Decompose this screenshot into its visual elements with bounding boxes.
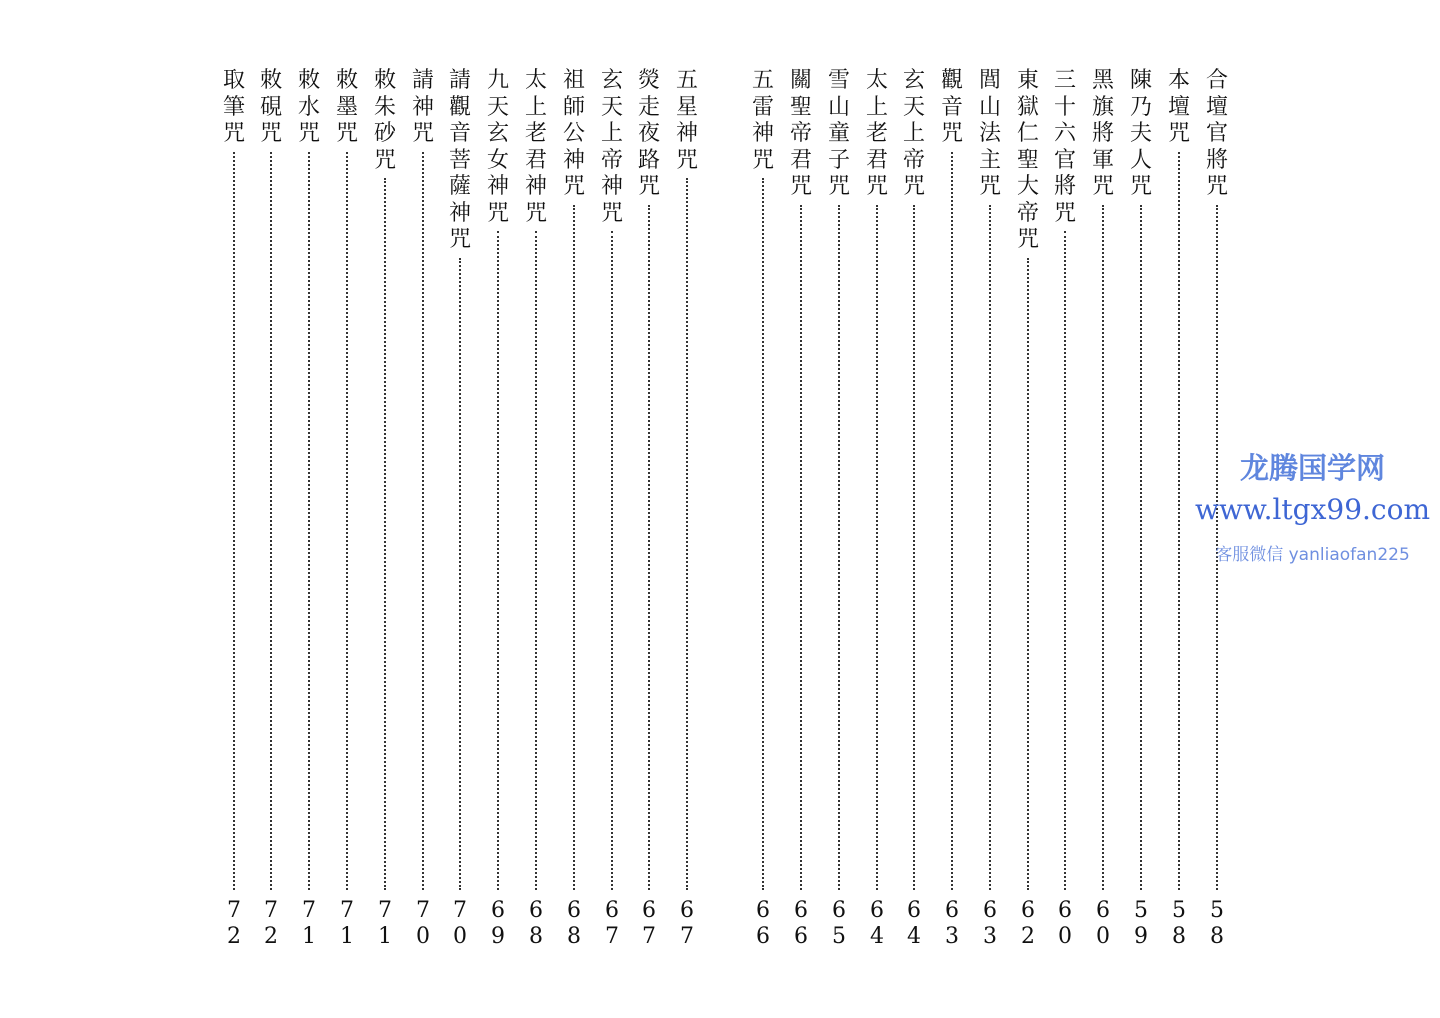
dot-leader [989,205,991,891]
toc-entry [218,68,248,950]
dot-leader [1027,258,1029,891]
toc-entry [747,68,777,950]
toc-entry-title: 黑旗將軍咒 [1091,68,1114,199]
toc-entry-title: 太上老君咒 [865,68,888,199]
toc-entry [444,68,474,950]
toc-entry-title: 三十六官將咒 [1053,68,1076,226]
toc-entry-page: 65 [832,898,846,949]
toc-entry-title: 本壇咒 [1167,68,1190,146]
toc-entry-page: 64 [907,898,921,949]
toc-entry-title: 五星神咒 [675,68,698,173]
dot-leader [573,205,575,891]
toc-entry [936,68,966,950]
dot-leader [308,152,310,891]
toc-entry-page: 68 [567,898,581,949]
toc-entry-title: 五雷神咒 [751,68,774,173]
toc-entry-page: 70 [453,898,467,949]
toc-entry-page: 71 [302,898,316,949]
toc-entry-page: 63 [945,898,959,949]
toc-entry-title: 請神咒 [411,68,434,146]
toc-entry [823,68,853,950]
toc-entry-title: 請觀音菩薩神咒 [448,68,471,252]
toc-entry-title: 敇朱砂咒 [373,68,396,173]
toc-entry [1012,68,1042,950]
toc-entry-page: 69 [491,898,505,949]
dot-leader [913,205,915,891]
dot-leader [270,152,272,891]
toc-entry-page: 60 [1058,898,1072,949]
toc-entry-page: 66 [794,898,808,949]
watermark-url: www.ltgx99.com [1194,493,1431,526]
toc-entry-page: 58 [1210,898,1224,949]
dot-leader [233,152,235,891]
toc-entry [369,68,399,950]
toc-entry [898,68,928,950]
toc-entry-title: 玄天上帝神咒 [600,68,623,226]
toc-entry [785,68,815,950]
dot-leader [1178,152,1180,891]
toc-entry-title: 關聖帝君咒 [789,68,812,199]
dot-leader [459,258,461,891]
toc-entry-title: 玄天上帝咒 [902,68,925,199]
dot-leader [876,205,878,891]
toc-entry-title: 閭山法主咒 [978,68,1001,199]
toc-entry [1049,68,1079,950]
toc-entry [974,68,1004,950]
dot-leader [422,152,424,891]
toc-entry-page: 72 [227,898,241,949]
toc-entry-page: 62 [1021,898,1035,949]
dot-leader [951,152,953,891]
toc-entry-title: 雪山童子咒 [827,68,850,199]
watermark-contact: 客服微信 yanliaofan225 [1215,545,1410,565]
dot-leader [800,205,802,891]
dot-leader [384,178,386,890]
toc-entry-title: 合壇官將咒 [1205,68,1228,199]
toc-entry-title: 熒走夜路咒 [637,68,660,199]
dot-leader [1102,205,1104,891]
toc-entry [331,68,361,950]
dot-leader [611,231,613,890]
toc-entry [558,68,588,950]
toc-entry-page: 59 [1134,898,1148,949]
dot-leader [535,231,537,890]
toc-entry-title: 觀音咒 [940,68,963,146]
toc-entry-title: 取筆咒 [222,68,245,146]
toc-entry [633,68,663,950]
toc-entry [520,68,550,950]
toc-entry-title: 敇水咒 [297,68,320,146]
toc-entry-page: 67 [605,898,619,949]
toc-entry-title: 敇墨咒 [335,68,358,146]
toc-entry-page: 71 [340,898,354,949]
dot-leader [497,231,499,890]
toc-entry-title: 九天玄女神咒 [486,68,509,226]
toc-entry-page: 68 [529,898,543,949]
dot-leader [1064,231,1066,890]
toc-entry [1125,68,1155,950]
toc-entry [1163,68,1193,950]
toc-entry [255,68,285,950]
toc-entry-page: 63 [983,898,997,949]
toc-entry-page: 64 [870,898,884,949]
toc-entry [596,68,626,950]
dot-leader [838,205,840,891]
toc-entry-page: 71 [378,898,392,949]
toc-entry-page: 66 [756,898,770,949]
toc-entry-title: 陳乃夫人咒 [1129,68,1152,199]
toc-entry [861,68,891,950]
toc-entry-title: 太上老君神咒 [524,68,547,226]
toc-entry-page: 72 [264,898,278,949]
toc-entry [293,68,323,950]
toc-entry-page: 58 [1172,898,1186,949]
toc-entry [407,68,437,950]
toc-entry-title: 東獄仁聖大帝咒 [1016,68,1039,252]
toc-entry [671,68,701,950]
dot-leader [648,205,650,891]
toc-entry-page: 67 [680,898,694,949]
dot-leader [762,178,764,890]
toc-entry-page: 60 [1096,898,1110,949]
dot-leader [346,152,348,891]
toc-entry [482,68,512,950]
dot-leader [1140,205,1142,891]
toc-entry-page: 67 [642,898,656,949]
dot-leader [686,178,688,890]
toc-entry [1087,68,1117,950]
toc-entry-title: 敇硯咒 [259,68,282,146]
watermark-title: 龙腾国学网 [1239,451,1385,485]
toc-entry-title: 祖師公神咒 [562,68,585,199]
toc-entry-page: 70 [416,898,430,949]
